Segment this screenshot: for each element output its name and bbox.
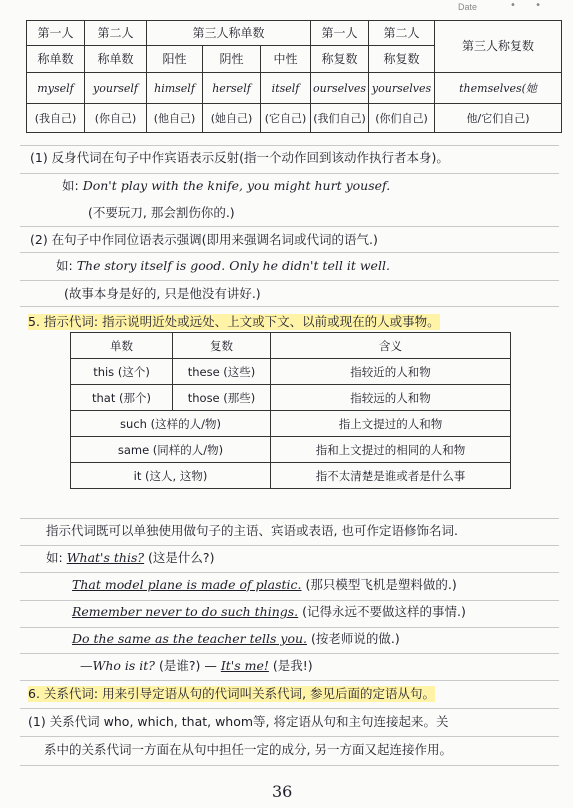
ruled-line [20, 280, 559, 281]
translation-line: (故事本身是好的, 只是他没有讲好.) [64, 286, 261, 301]
example-line [62, 178, 390, 194]
section-heading: 5. 指示代词: 指示说明近处或远处、上文或下文、以前或现在的人或事物。 [28, 314, 440, 329]
ruled-line [20, 765, 559, 766]
table-header-row [71, 333, 511, 359]
ruled-line [20, 173, 559, 174]
example-prefix: 如: [62, 178, 83, 193]
meaning-cell: (你自己) [85, 104, 147, 133]
reflexive-pronoun-table [26, 20, 562, 133]
meaning-cell: (我自己) [27, 104, 85, 133]
translation: (是谁?) — [155, 658, 221, 673]
date-dots: • • [510, 0, 549, 11]
translation: (是我!) [268, 658, 313, 673]
example-sentence: Don't play with the knife, you might hurt yousef. [82, 178, 391, 193]
table-row [71, 359, 511, 385]
pronoun-cell: itself [261, 73, 311, 104]
pronoun-cell: herself [203, 73, 261, 104]
pronoun-cell: themselves(她 [435, 73, 562, 104]
date-label: Date [458, 2, 478, 12]
pronoun-cell: same (同样的人/物) [71, 437, 271, 463]
pronoun-cell: himself [147, 73, 203, 104]
subheader-cell: 称复数 [369, 46, 435, 73]
header-cell: 第二人 [85, 21, 147, 46]
meaning-cell: 指上文提过的人和物 [271, 411, 511, 437]
example-sentence: Remember never to do such things. [72, 604, 299, 619]
example-line [46, 550, 214, 566]
example-line [72, 604, 466, 620]
example-prefix: 如: [46, 550, 67, 565]
example-sentence: That model plane is made of plastic. [72, 577, 302, 592]
ruled-line [20, 226, 559, 227]
ruled-line [20, 627, 559, 628]
translation-line: (不要玩刀, 那会割伤你的.) [88, 205, 235, 220]
subheader-cell: 称单数 [85, 46, 147, 73]
table-row [27, 104, 562, 133]
meaning-cell: (我们自己) [311, 104, 369, 133]
header-cell: 第一人 [311, 21, 369, 46]
example-prefix: 如: [56, 258, 77, 273]
section-heading: 6. 关系代词: 用来引导定语从句的代词叫关系代词, 参见后面的定语从句。 [28, 686, 436, 701]
meaning-cell: 指不太清楚是谁或者是什么事 [271, 463, 511, 489]
plural-cell: those (那些) [173, 385, 271, 411]
header-cell: 复数 [173, 333, 271, 359]
example-line [80, 658, 313, 674]
meaning-cell: 指较近的人和物 [271, 359, 511, 385]
ruled-line [20, 572, 559, 573]
singular-cell: this (这个) [71, 359, 173, 385]
ruled-line [20, 145, 559, 146]
note-line: 指示代词既可以单独使用做句子的主语、宾语或表语, 也可作定语修饰名词. [46, 523, 458, 538]
note-line: 系中的关系代词一方面在从句中担任一定的成分, 另一方面又起连接作用。 [44, 742, 452, 757]
meaning-cell: 他/它们自己) [435, 104, 562, 133]
example-line [56, 258, 390, 274]
page-number: 36 [272, 782, 293, 801]
singular-cell: that (那个) [71, 385, 173, 411]
translation: (按老师说的做.) [307, 631, 400, 646]
example-sentence: Do the same as the teacher tells you. [72, 631, 308, 646]
header-cell: 第二人 [369, 21, 435, 46]
ruled-line [20, 306, 559, 307]
ruled-line [20, 518, 559, 519]
table-header-row [27, 21, 562, 46]
table-row [71, 411, 511, 437]
header-cell: 单数 [71, 333, 173, 359]
meaning-cell: 指较远的人和物 [271, 385, 511, 411]
plural-cell: these (这些) [173, 359, 271, 385]
subheader-cell: 称复数 [311, 46, 369, 73]
meaning-cell: (你们自己) [369, 104, 435, 133]
meaning-cell: 指和上文提过的相同的人和物 [271, 437, 511, 463]
header-cell: 第一人 [27, 21, 85, 46]
table-row [71, 463, 511, 489]
pronoun-cell: yourselves [369, 73, 435, 104]
translation: (这是什么?) [144, 550, 215, 565]
meaning-cell: (它自己) [261, 104, 311, 133]
translation: (那只模型飞机是塑料做的.) [301, 577, 457, 592]
subheader-cell: 阴性 [203, 46, 261, 73]
header-cell: 第三人称复数 [435, 21, 562, 73]
meaning-cell: (她自己) [203, 104, 261, 133]
pronoun-cell: yourself [85, 73, 147, 104]
note-line: (2) 在句子中作同位语表示强调(即用来强调名词或代词的语气.) [30, 232, 378, 247]
ruled-line [20, 708, 559, 709]
example-sentence: —Who is it? [80, 658, 156, 673]
meaning-cell: (他自己) [147, 104, 203, 133]
subheader-cell: 阳性 [147, 46, 203, 73]
pronoun-cell: it (这人, 这物) [71, 463, 271, 489]
example-line [72, 577, 457, 593]
header-cell: 第三人称单数 [147, 21, 311, 46]
example-sentence: The story itself is good. Only he didn't tell it well. [76, 258, 390, 273]
table-row [71, 385, 511, 411]
pronoun-cell: ourselves [311, 73, 369, 104]
subheader-cell: 称单数 [27, 46, 85, 73]
demonstrative-pronoun-table [70, 332, 511, 489]
example-sentence: What's this? [66, 550, 145, 565]
subheader-cell: 中性 [261, 46, 311, 73]
ruled-line [20, 252, 559, 253]
table-row [27, 73, 562, 104]
example-sentence: It's me! [220, 658, 269, 673]
pronoun-cell: myself [27, 73, 85, 104]
ruled-line [20, 653, 559, 654]
example-line [72, 631, 400, 647]
table-row [71, 437, 511, 463]
pronoun-cell: such (这样的人/物) [71, 411, 271, 437]
ruled-line [20, 600, 559, 601]
note-line: (1) 关系代词 who, which, that, whom等, 将定语从句和主句连接起来。关 [28, 714, 449, 729]
translation: (记得永远不要做这样的事情.) [298, 604, 466, 619]
header-cell: 含义 [271, 333, 511, 359]
ruled-line [20, 545, 559, 546]
note-line: (1) 反身代词在句子中作宾语表示反射(指一个动作回到该动作执行者本身)。 [30, 150, 449, 165]
ruled-line [20, 736, 559, 737]
ruled-line [20, 680, 559, 681]
